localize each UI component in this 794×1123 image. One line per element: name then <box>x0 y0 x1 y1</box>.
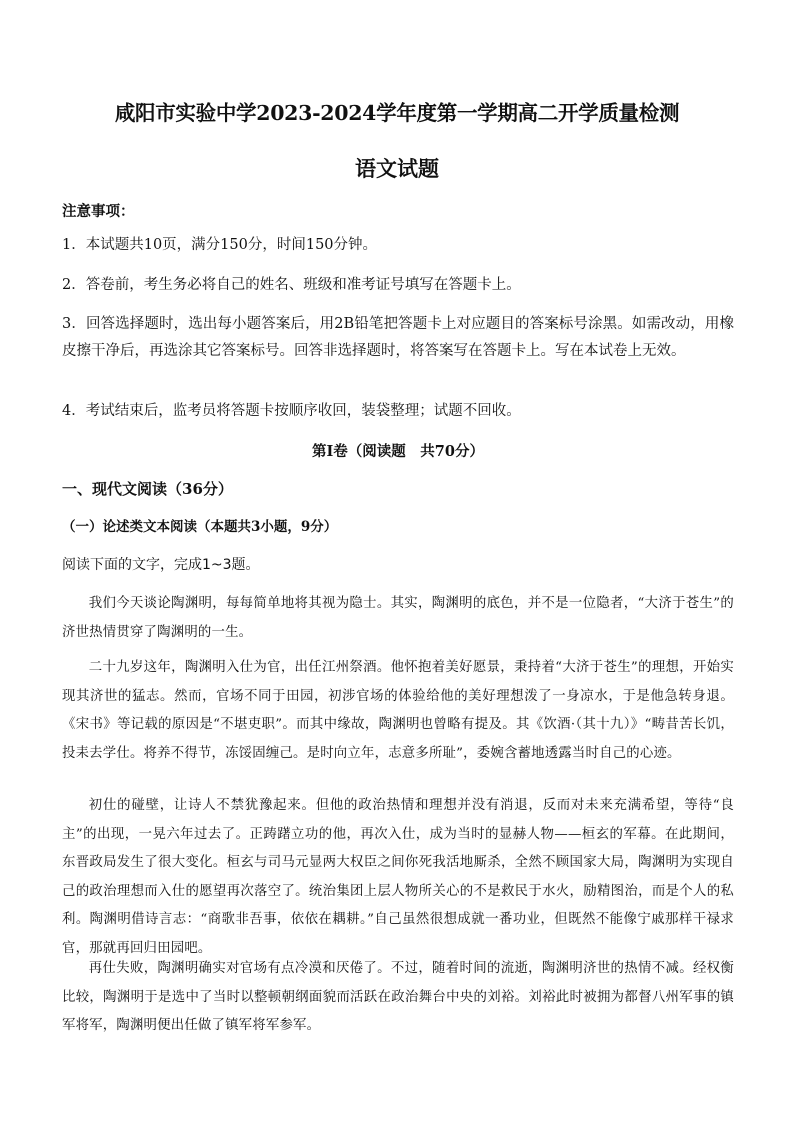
exam-subtitle: 语文试题 <box>355 156 439 181</box>
passage-paragraph: 再仕失败，陶渊明确实对官场有点冷漠和厌倦了。不过，随着时间的流逝，陶渊明济世的热情不减。经权衡比较，陶渊明于是选中了当时以整顿朝纲面貌而活跃在政治舞台中央的刘裕。刘裕此时被拥为都督八州军事的镇军将军，陶渊明便出任做了镇军将军参军。 <box>62 961 734 1033</box>
part-heading: 第Ⅰ卷（阅读题 共70分） <box>312 443 484 460</box>
passage-paragraph: 我们今天谈论陶渊明，每每简单地将其视为隐士。其实，陶渊明的底色，并不是一位隐者，“大济于苍生”的济世热情贯穿了陶渊明的一生。 <box>62 596 734 640</box>
notice-item: 4．考试结束后，监考员将答题卡按顺序收回，装袋整理；试题不回收。 <box>62 403 521 419</box>
section-heading: 一、现代文阅读（36分） <box>62 480 233 498</box>
subsection-heading: （一）论述类文本阅读（本题共3小题，9分） <box>62 519 338 535</box>
passage-paragraph: 二十九岁这年，陶渊明入仕为官，出任江州祭酒。他怀抱着美好愿景，秉持着“大济于苍生”的理想，开始实现其济世的猛志。然而，官场不同于田园，初涉官场的体验给他的美好理想泼了一身凉水，于是他急转身退。《宋书》等记载的原因是“不堪吏职”。而其中缘故，陶渊明也曾略有提及。其《饮酒·（其十九）》“畴昔苦长饥，投耒去学仕。将养不得节，冻馁固缠己。是时向立年，志意多所耻”，委婉含蓄地透露当时自己的心迹。 <box>62 660 734 761</box>
notice-heading: 注意事项： <box>62 203 135 220</box>
exam-title: 咸阳市实验中学2023-2024学年度第一学期高二开学质量检测 <box>114 101 680 125</box>
notice-item: 2．答卷前，考生务必将自己的姓名、班级和准考证号填写在答题卡上。 <box>62 277 521 293</box>
notice-item: 3．回答选择题时，选出每小题答案后，用2B铅笔把答题卡上对应题目的答案标号涂黑。如需改动，用橡皮擦干净后，再选涂其它答案标号。回答非选择题时，将答案写在答题卡上。写在本试卷上无效。 <box>62 316 734 359</box>
passage-paragraph: 初仕的碰壁，让诗人不禁犹豫起来。但他的政治热情和理想并没有消退，反而对未来充满希望，等待“良主”的出现，一晃六年过去了。正踌躇立功的他，再次入仕，成为当时的显赫人物——桓玄的军幕。在此期间，东晋政局发生了很大变化。桓玄与司马元显两大权臣之间你死我活地厮杀，全然不顾国家大局，陶渊明为实现自己的政治理想而入仕的愿望再次落空了。统治集团上层人物所关心的不是救民于水火，励精图治，而是个人的私利。陶渊明借诗言志：“商歌非吾事，依依在耦耕。”自己虽然很想成就一番功业，但既然不能像宁戚那样干禄求官，那就再回归田园吧。 <box>62 798 734 956</box>
notice-item: 1．本试题共10页，满分150分，时间150分钟。 <box>62 237 378 253</box>
reading-instruction: 阅读下面的文字，完成1~3题。 <box>62 557 260 573</box>
